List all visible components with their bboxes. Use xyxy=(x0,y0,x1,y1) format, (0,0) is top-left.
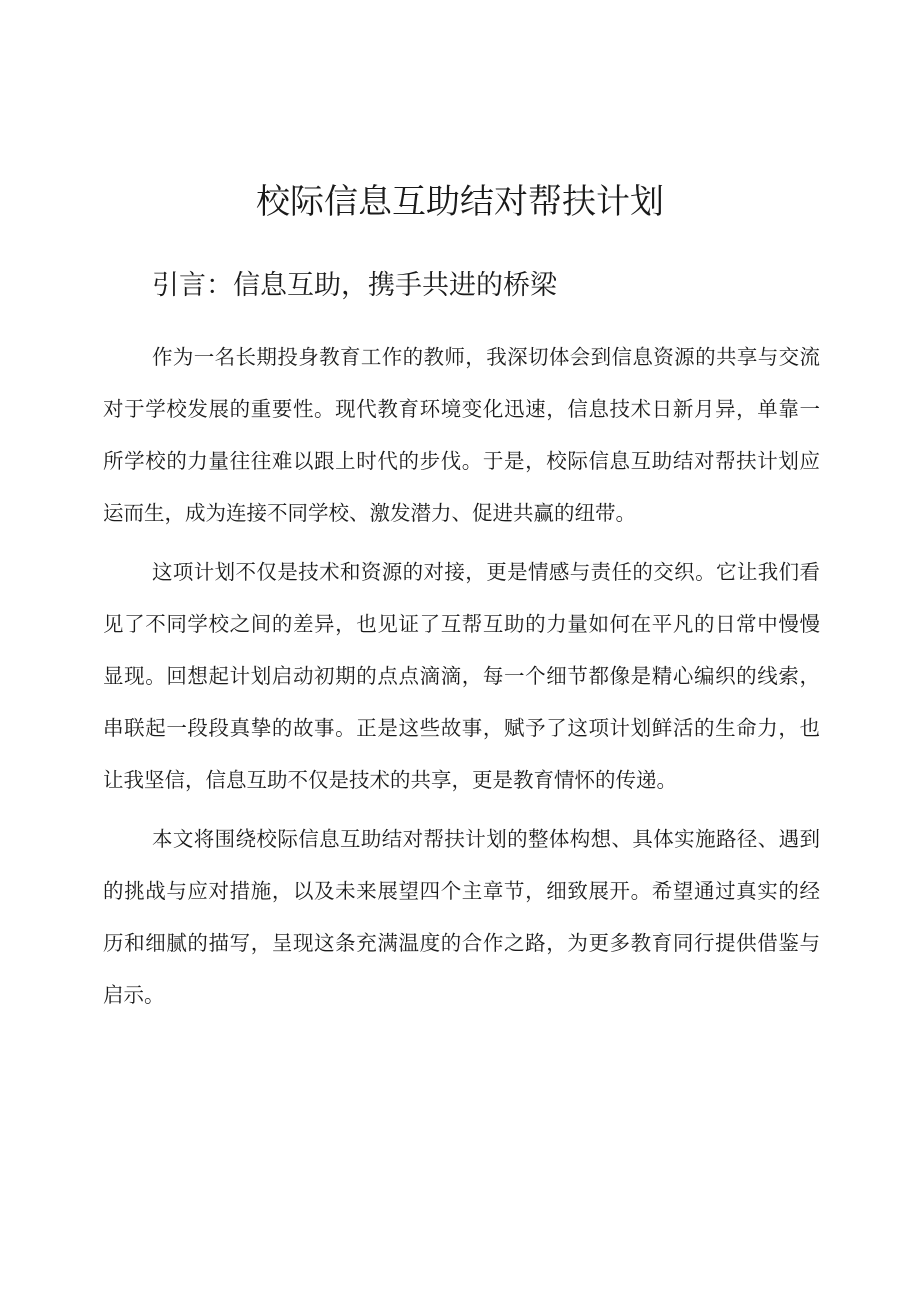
section-heading: 引言：信息互助，携手共进的桥梁 xyxy=(152,270,557,301)
body-paragraph-2: 这项计划不仅是技术和资源的对接，更是情感与责任的交织。它让我们看见了不同学校之间的差异，也见证了互帮互助的力量如何在平凡的日常中慢慢显现。回想起计划启动初期的点点滴滴，每一个细节都像是精心编织的线索，串联起一段段真挚的故事。正是这些故事，赋予了这项计划鲜活的生命力，也让我坚信，信息互助不仅是技术的共享，更是教育情怀的传递。 xyxy=(103,560,820,792)
body-paragraph-1: 作为一名长期投身教育工作的教师，我深切体会到信息资源的共享与交流对于学校发展的重要性。现代教育环境变化迅速，信息技术日新月异，单靠一所学校的力量往往难以跟上时代的步伐。于是，校际信息互助结对帮扶计划应运而生，成为连接不同学校、激发潜力、促进共赢的纽带。 xyxy=(103,345,820,525)
body-paragraph-3: 本文将围绕校际信息互助结对帮扶计划的整体构想、具体实施路径、遇到的挑战与应对措施，以及未来展望四个主章节，细致展开。希望通过真实的经历和细腻的描写，呈现这条充满温度的合作之路，为更多教育同行提供借鉴与启示。 xyxy=(103,827,820,1007)
document-title: 校际信息互助结对帮扶计划 xyxy=(256,182,664,222)
